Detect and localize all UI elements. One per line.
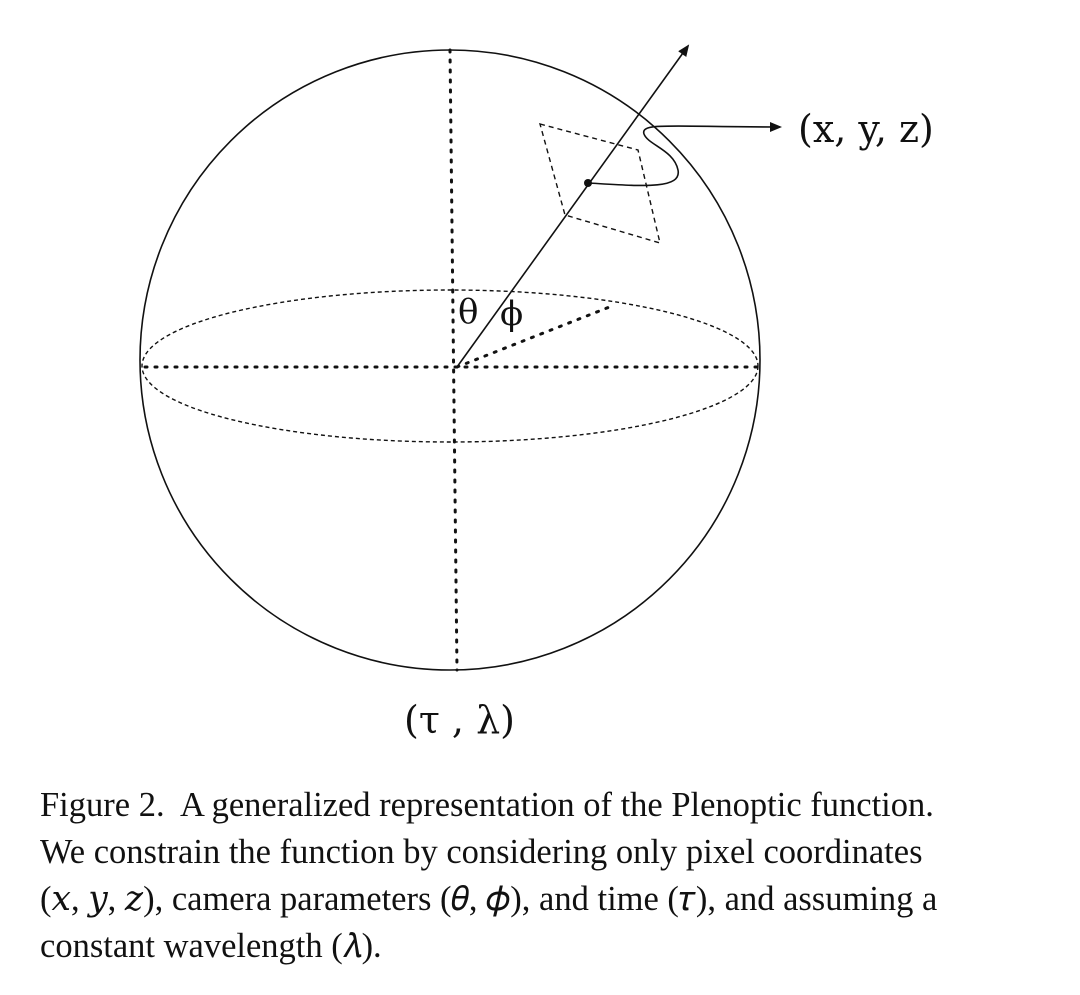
phi-label: ϕ — [500, 294, 524, 334]
caption-line-4: constant wavelength (𝜆). — [40, 927, 382, 965]
camera-ray-arrow — [457, 46, 688, 367]
phi-projection-line — [457, 306, 612, 367]
caption-line-1 — [40, 782, 1050, 829]
caption-line-3: (𝑥, 𝑦, 𝑧), camera parameters (𝜃, 𝜙), and time (𝜏), and assuming a — [40, 880, 938, 918]
caption-line-2: We constrain the function by considering only pixel coordinates — [40, 833, 923, 871]
time-wavelength-label: (τ , λ) — [404, 698, 515, 742]
caption-figure-label: Figure 2. — [40, 786, 165, 824]
theta-label: θ — [458, 292, 479, 332]
caption-line-1-text: A generalized representation of the Plenoptic function. — [179, 786, 934, 824]
point-coords-label: (x, y, z) — [798, 107, 934, 151]
figure-caption — [40, 782, 1050, 970]
vertical-axis — [450, 50, 457, 670]
